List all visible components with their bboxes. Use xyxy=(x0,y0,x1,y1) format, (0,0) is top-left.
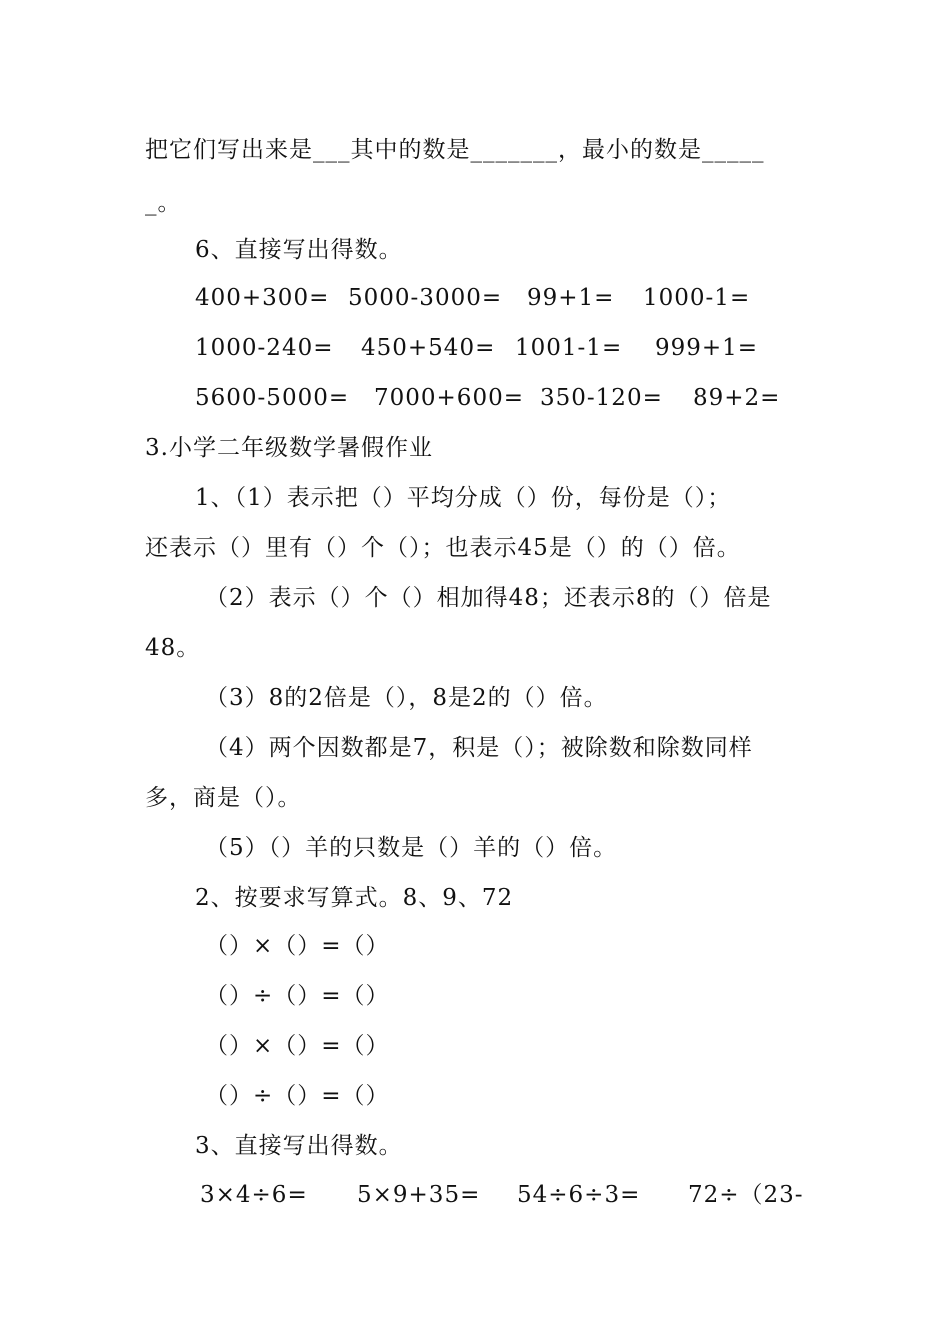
question-1-part-5: （5）（）羊的只数是（）羊的（）倍。 xyxy=(205,835,618,861)
question-2-heading: 2、按要求写算式。8、9、72 xyxy=(195,885,514,911)
question-1-line-1: 1、（1）表示把（）平均分成（）份，每份是（）； xyxy=(195,485,732,511)
equation-template: （）×（）=（） xyxy=(205,1033,390,1059)
calc-item: 5600-5000= xyxy=(195,385,350,411)
calc-item: 350-120= xyxy=(540,385,663,411)
section-heading-6: 6、直接写出得数。 xyxy=(195,237,403,263)
calc-item: 1000-1= xyxy=(643,285,751,311)
question-1-line-2: 还表示（）里有（）个（）；也表示45是（）的（）倍。 xyxy=(145,535,741,561)
equation-template: （）÷（）=（） xyxy=(205,983,390,1009)
question-3-heading: 3、直接写出得数。 xyxy=(195,1133,403,1159)
calc-item: 72÷（23- xyxy=(688,1182,804,1208)
calc-item: 89+2= xyxy=(693,385,781,411)
section-title: 3.小学二年级数学暑假作业 xyxy=(145,435,433,461)
calc-item: 3×4÷6= xyxy=(200,1182,308,1208)
calc-item: 1001-1= xyxy=(515,335,623,361)
question-1-part-4: （4）两个因数都是7，积是（）；被除数和除数同样 xyxy=(205,735,753,761)
question-1-part-3: （3）8的2倍是（），8是2的（）倍。 xyxy=(205,685,608,711)
question-1-part-2-cont: 48。 xyxy=(145,635,201,661)
calc-item: 7000+600= xyxy=(374,385,524,411)
question-1-part-4-cont: 多，商是（）。 xyxy=(145,785,302,811)
equation-template: （）÷（）=（） xyxy=(205,1083,390,1109)
calc-item: 5×9+35= xyxy=(357,1182,481,1208)
calc-item: 99+1= xyxy=(527,285,615,311)
calc-item: 5000-3000= xyxy=(348,285,503,311)
text-line-1: 把它们写出来是___其中的数是_______，最小的数是_____ xyxy=(145,137,765,163)
calc-item: 999+1= xyxy=(655,335,759,361)
text-line-2: _。 xyxy=(145,190,182,216)
calc-item: 1000-240= xyxy=(195,335,334,361)
equation-template: （）×（）=（） xyxy=(205,933,390,959)
calc-item: 54÷6÷3= xyxy=(517,1182,641,1208)
calc-item: 400+300= xyxy=(195,285,330,311)
question-1-part-2: （2）表示（）个（）相加得48；还表示8的（）倍是 xyxy=(205,585,772,611)
calc-item: 450+540= xyxy=(361,335,496,361)
